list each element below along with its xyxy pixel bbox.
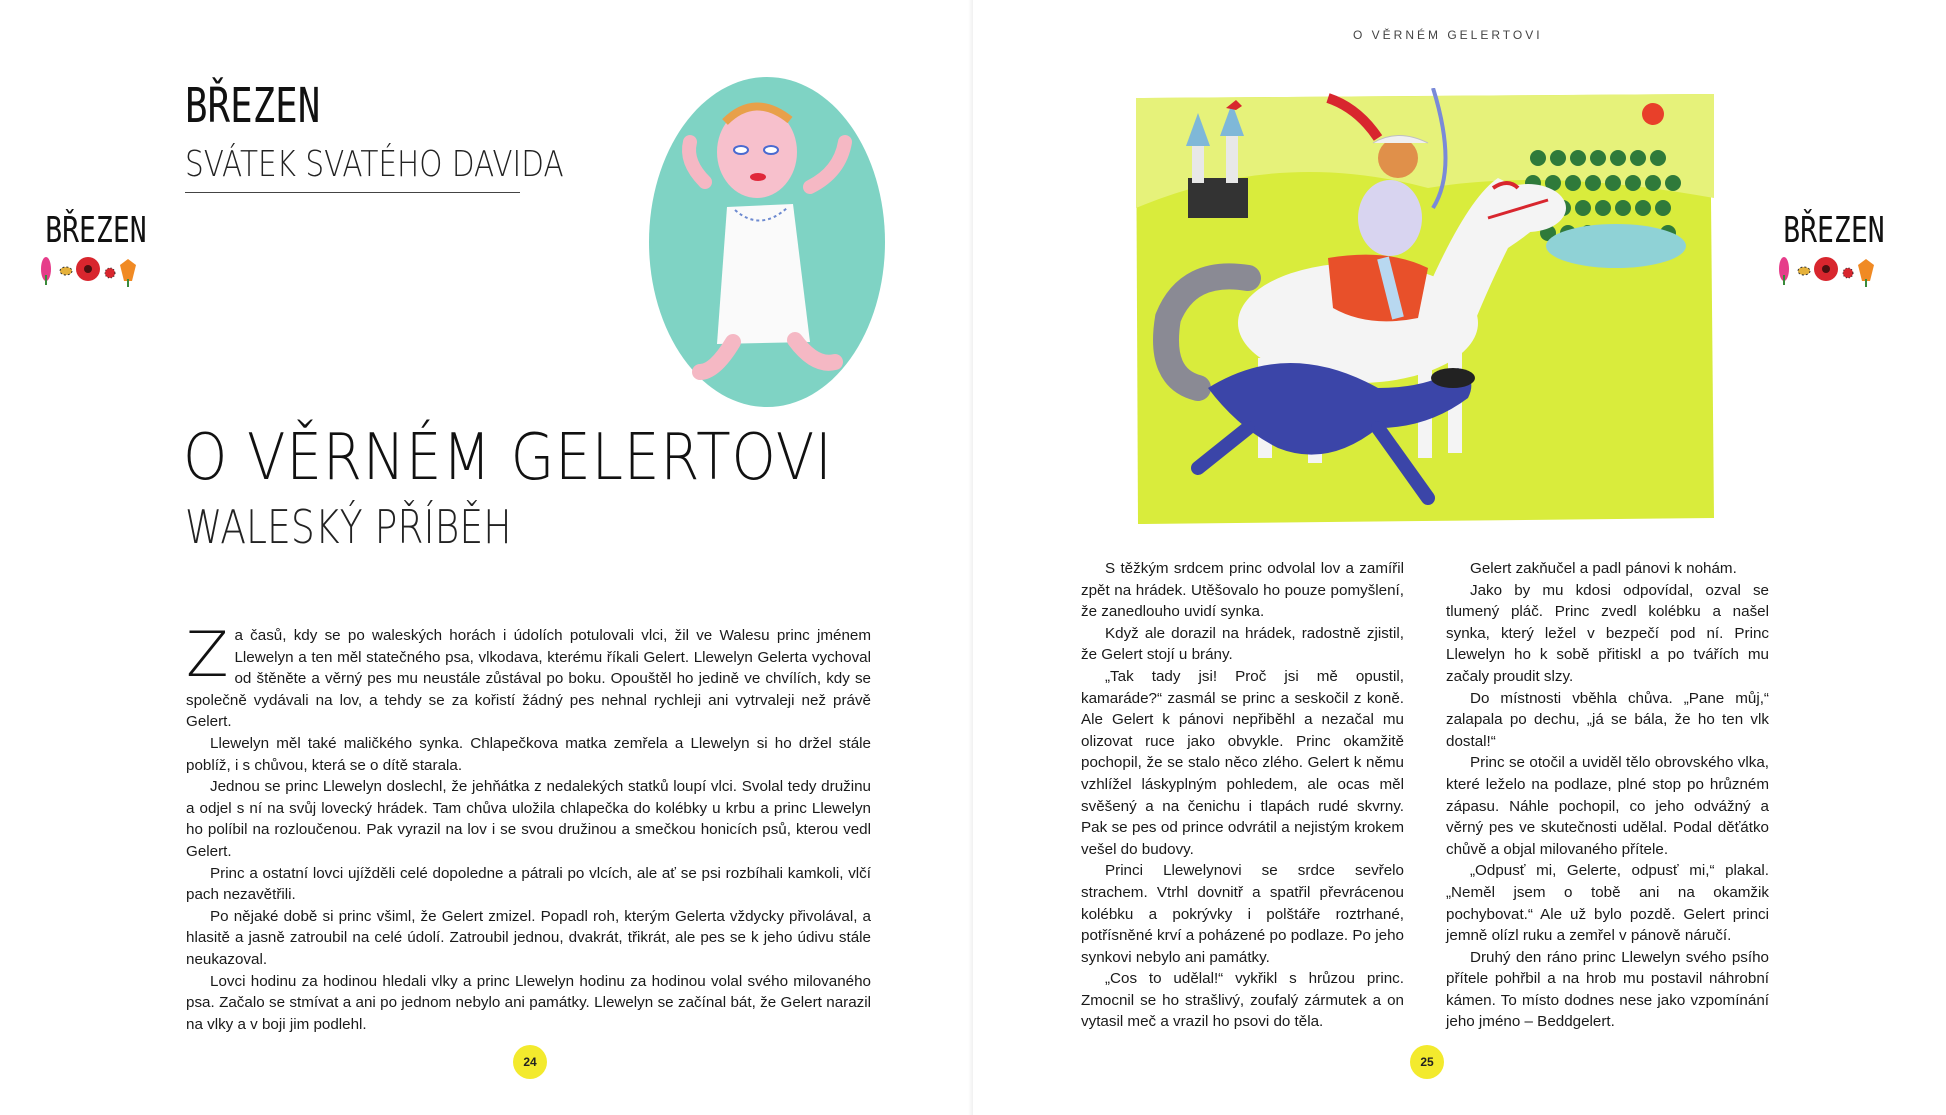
flowers-decoration [32, 251, 152, 287]
feast-heading: SVÁTEK SVATÉHO DAVIDA [185, 144, 564, 185]
month-heading: BŘEZEN [185, 78, 321, 134]
paragraph: Do místnosti vběhla chůva. „Pane můj,“ zalapala po dechu, „já se bála, že ho ten vlk dostal!“ [1446, 689, 1769, 750]
paragraph-3: Jednou se princ Llewelyn doslechl, že jehňátka z nedalekých statků loupí vlci. Svolal tedy družinu a odjel s ní na svůj lovecký hrádek. Tam chůva uložila chlapečka do kolébky u krbu a princ Llewelyn ho políbil na rozloučenou. Pak vyrazil na lov i se svou družinou a smečkou honicích psů, kterou vedl Gelert. [186, 778, 871, 860]
baby-illustration [645, 72, 895, 417]
paragraph: Princi Llewelynovi se srdce sevřelo strachem. Vtrhl dovnitř a spatřil převrácenou kolébku a pokrývky i polštáře roztrhané, potřísněné krví a poházené po podlaze. Po jeho synkovi nebylo ani památky. [1081, 862, 1404, 966]
prince-horse-dog-illustration [1128, 88, 1718, 528]
paragraph-2: Llewelyn měl také maličkého synka. Chlapečkova matka zemřela a Llewelyn si ho držel stále poblíž, i s chůvou, která se o dítě starala. [186, 734, 871, 774]
paragraph: S těžkým srdcem princ odvolal lov a zamířil zpět na hrádek. Utěšovalo ho pouze pomyšlení, že zanedlouho uvidí synka. [1081, 560, 1404, 621]
story-text-left [186, 618, 871, 1035]
story-text-col2 [1446, 558, 1769, 1033]
paragraph-6: Lovci hodinu za hodinou hledali vlky a princ Llewelyn hodinu za hodinou volal svého milovaného psa. Začalo se stmívat a ani po jednom nebylo ani památky. Llewelyn se začínal bát, že Gelert narazil na vlky a v boji jim podlehl. [186, 972, 871, 1033]
story-text-col1 [1081, 558, 1404, 1033]
paragraph: „Cos to udělal!“ vykřikl s hrůzou princ. Zmocnil se ho strašlivý, zoufalý zármutek a on vytasil meč a vrazil ho psovi do těla. [1081, 970, 1404, 1031]
side-tab-label: BŘEZEN [1783, 210, 1885, 251]
paragraph: Jako by mu kdosi odpovídal, ozval se tlumený pláč. Princ zvedl kolébku a našel synka, který ležel v bezpečí pod ní. Princ Llewelyn ho k sobě přitiskl a po tvářích mu začaly proudit slzy. [1446, 581, 1769, 685]
paragraph-1: Za časů, kdy se po waleských horách i údolích potulovali vlci, žil ve Walesu princ jménem Llewelyn a ten měl statečného psa, vlkodava, kterému říkali Gelert. Llewelyn Gelerta vychoval od štěněte a věrný pes mu neustále zůstával po boku. Opouštěl ho jedině ve chvílích, kdy se společně vydávali na lov, a tehdy se za kořistí žádný pes nehnal rychleji ani vytrvaleji než právě Gelert. [186, 618, 871, 731]
page-number-right: 25 [1410, 1045, 1444, 1079]
paragraph: Gelert zakňučel a padl pánovi k nohám. [1470, 560, 1737, 577]
story-title: O VĚRNÉM GELERTOVI [183, 421, 833, 495]
story-subtitle: WALESKÝ PŘÍBĚH [185, 500, 512, 554]
running-head: O VĚRNÉM GELERTOVI [1353, 28, 1543, 42]
side-tab-left [32, 210, 152, 291]
flowers-decoration [1770, 251, 1890, 287]
side-tab-right [1770, 210, 1890, 291]
right-page [973, 0, 1946, 1115]
page-number-left: 24 [513, 1045, 547, 1079]
paragraph: „Odpusť mi, Gelerte, odpusť mi,“ plakal. „Neměl jsem o tobě ani na okamžik pochybovat.“ Ale už bylo pozdě. Gelert princi jemně olízl ruku a zemřel v pánově náručí. [1446, 862, 1769, 945]
heading-rule [185, 192, 520, 193]
paragraph: Když ale dorazil na hrádek, radostně zjistil, že Gelert stojí u brány. [1081, 624, 1404, 664]
paragraph: Princ se otočil a uviděl tělo obrovského vlka, které leželo na podlaze, plné stop po hrůzném zápasu. Náhle pochopil, co jeho odvážný a věrný pes ve skutečnosti udělal. Podal děťátko chůvě a objal milovaného přítele. [1446, 754, 1769, 858]
paragraph: Druhý den ráno princ Llewelyn svého psího přítele pohřbil a na hrob mu postavil náhrobní kámen. To místo dodnes nese jako vzpomínání jeho jméno – Beddgelert. [1446, 948, 1769, 1031]
side-tab-label: BŘEZEN [45, 210, 147, 251]
paragraph-5: Po nějaké době si princ všiml, že Gelert zmizel. Popadl roh, kterým Gelerta vždycky přivolával, a hlasitě a jasně zatroubil na celé údolí. Zatroubil jednou, dvakrát, třikrát, ale pes se k jeho údivu stále neukazoval. [186, 907, 871, 968]
paragraph-4: Princ a ostatní lovci ujížděli celé dopoledne a pátrali po vlcích, ale ať se psi rozbíhali kamkoli, vlčí pach nezavětřili. [186, 864, 871, 904]
drop-cap: Z [186, 618, 229, 691]
paragraph: „Tak tady jsi! Proč jsi mě opustil, kamaráde?“ zasmál se princ a seskočil z koně. Ale Gelert k pánovi nepřiběhl a nezačal mu olizovat ruce jako obvykle. Princ okamžitě pochopil, že se stalo něco zlého. Gelert k němu vzhlížel láskyplným pohledem, ale ocas měl svěšený a na čenichu i tlapách rudé skvrny. Pak se pes od prince odvrátil a nejistým krokem vešel do budovy. [1081, 667, 1404, 858]
